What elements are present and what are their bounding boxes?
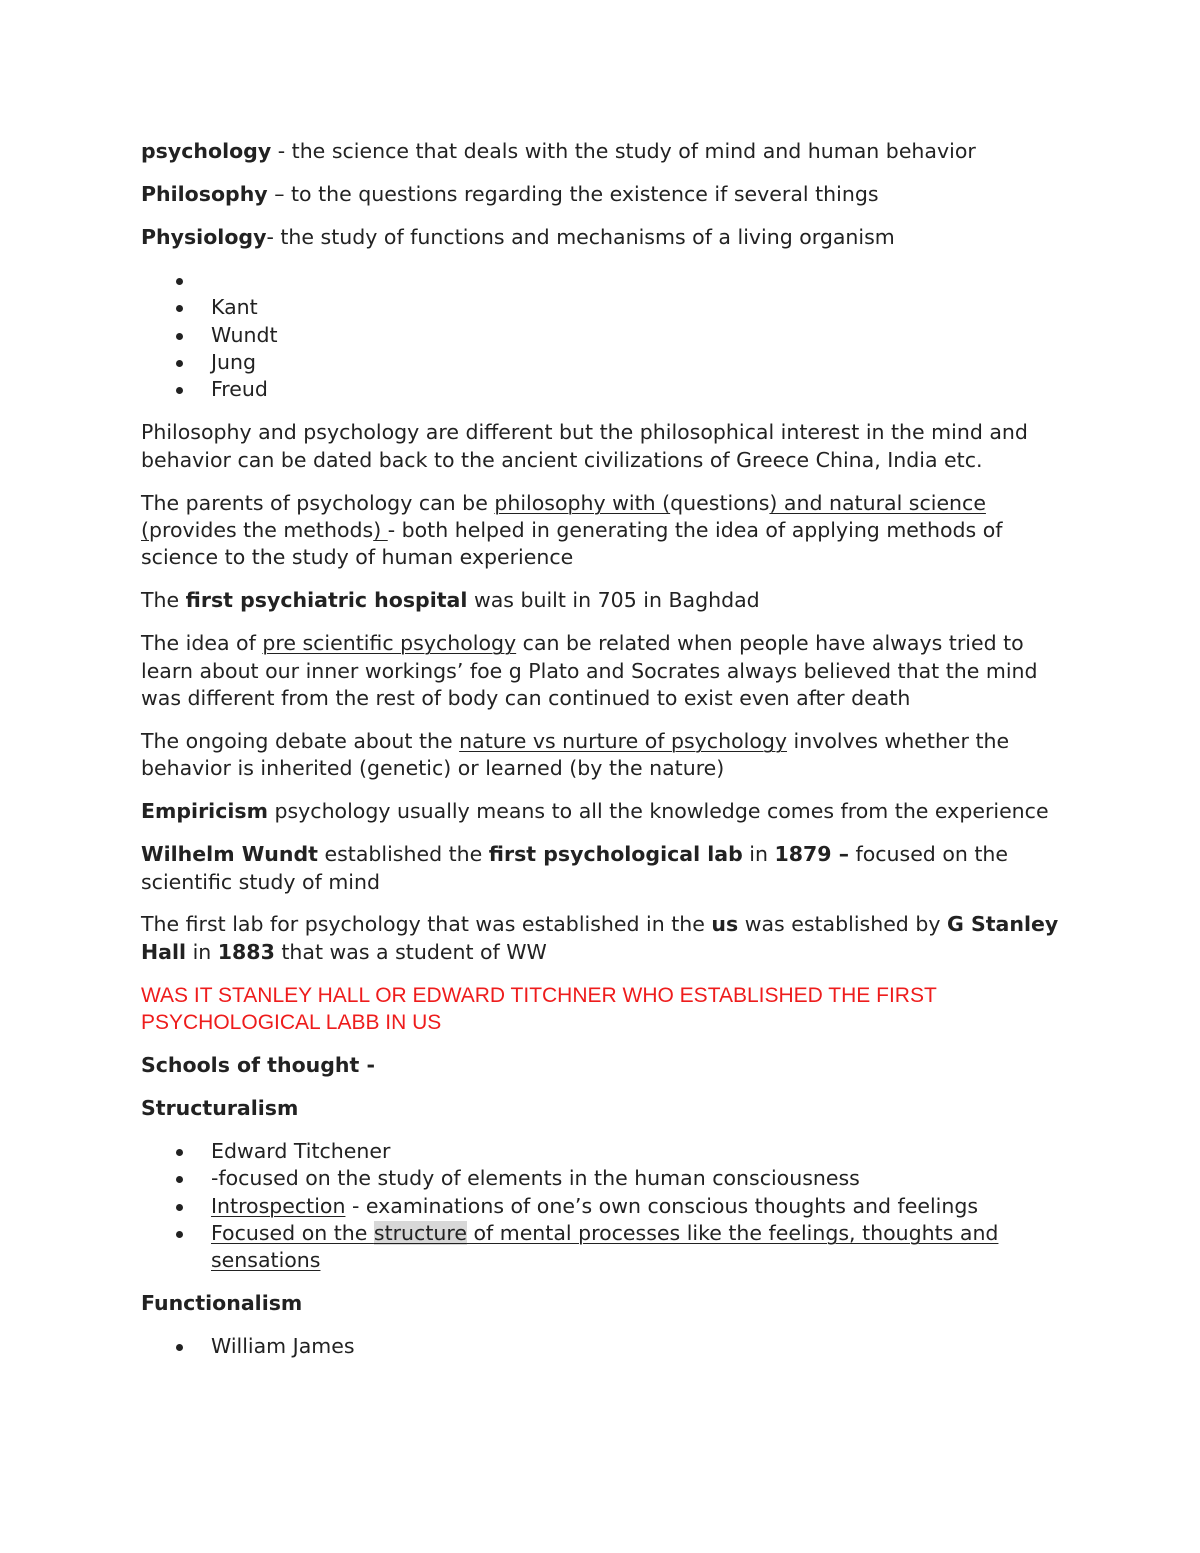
list-item: William James — [141, 1333, 1071, 1360]
definition-physiology — [141, 224, 1071, 251]
text-run: psychology usually means to all the knowledge comes from the experience — [267, 799, 1049, 824]
underlined-text: ) and natural science — [769, 490, 986, 515]
definition-text: the science that deals with the study of mind and human behavior — [291, 139, 976, 163]
bold-text: 1879 – — [774, 842, 849, 867]
list-item: Kant — [141, 294, 1071, 321]
text-run: in — [186, 939, 218, 964]
text-run: established the — [317, 842, 489, 867]
definition-psychology — [141, 138, 1071, 165]
underlined-text: nature vs nurture of psychology — [459, 728, 788, 753]
bold-text: 1883 — [217, 939, 275, 964]
list-item: -focused on the study of elements in the human consciousness — [141, 1165, 1071, 1192]
text-run: can be related when people have always tried to learn about our inner workings’ foe g Plato and Socrates always believed that the mind was different from the rest of body can continued to exist even after death — [141, 631, 1038, 710]
paragraph-hospital — [141, 587, 1071, 614]
text-run: in — [742, 842, 775, 867]
underlined-text: pre scientific psychology — [262, 631, 517, 656]
definition-philosophy — [141, 181, 1071, 208]
definition-text: to the questions regarding the existence if several things — [290, 181, 879, 206]
text-run: was established by — [738, 912, 948, 937]
bold-text: Wilhelm Wundt — [141, 842, 318, 867]
list-item — [141, 267, 1071, 294]
text-run: The idea of — [141, 631, 263, 656]
list-item: Jung — [141, 349, 1071, 376]
paragraph-philosophy-psychology: Philosophy and psychology are different but the philosophical interest in the mind and behavior can be dated back to the ancient civilizations of Greece China, India etc. — [141, 420, 1028, 472]
list-item: Wundt — [141, 322, 1071, 349]
paragraph-wundt — [141, 841, 1071, 896]
list-item: Freud — [141, 376, 1071, 403]
document-page — [141, 138, 1071, 1376]
paragraph-empiricism — [141, 798, 1071, 825]
structuralism-heading: Structuralism — [141, 1095, 299, 1120]
bold-text: first psychological lab — [488, 842, 743, 867]
separator: - — [266, 224, 281, 249]
separator: - — [271, 139, 292, 163]
text-run: Focused on the — [211, 1221, 374, 1246]
list-item — [141, 1220, 1071, 1275]
people-list — [141, 267, 1071, 404]
bold-text: Empiricism — [141, 799, 268, 824]
text-run: - examinations of one’s own conscious thoughts and feelings — [345, 1193, 979, 1218]
term: Physiology — [141, 224, 267, 249]
definition-text: the study of functions and mechanisms of a living organism — [280, 224, 895, 249]
text-run: focused on the scientific study of mind — [141, 842, 1009, 894]
bold-text: G Stanley Hall — [141, 912, 1059, 964]
text-run: provides the methods — [149, 517, 374, 542]
schools-heading: Schools of thought - — [141, 1053, 375, 1078]
underlined-text: Introspection — [211, 1193, 346, 1218]
separator: – — [267, 181, 291, 206]
text-run: The ongoing debate about the — [141, 728, 460, 753]
text-run: questions — [670, 490, 770, 515]
text-run: The first lab for psychology that was established in the — [141, 912, 712, 937]
underlined-text — [211, 1221, 998, 1272]
underlined-text: ( — [141, 517, 149, 542]
underlined-text: philosophy with ( — [494, 490, 671, 515]
text-run: The parents of psychology can be — [141, 490, 495, 515]
highlighted-text: structure — [373, 1221, 467, 1246]
list-item: Edward Titchener — [141, 1138, 1071, 1165]
functionalism-list — [141, 1333, 1071, 1360]
paragraph-nature-nurture — [141, 728, 1071, 783]
paragraph-first-lab-us — [141, 911, 1071, 966]
text-run: - both helped in generating the idea of applying methods of science to the study of human experience — [141, 517, 1003, 570]
paragraph-prescientific — [141, 630, 1071, 712]
functionalism-heading: Functionalism — [141, 1291, 303, 1316]
term: Philosophy — [141, 181, 268, 206]
bold-text: us — [711, 912, 739, 937]
structuralism-list — [141, 1138, 1071, 1275]
text-run: that was a student of WW — [274, 939, 547, 964]
paragraph-parents — [141, 490, 1071, 572]
bold-text: first psychiatric hospital — [185, 588, 468, 613]
text-run: involves whether the behavior is inherited (genetic) or learned (by the nature) — [141, 728, 1010, 781]
text-run: was built in 705 in Baghdad — [467, 588, 760, 613]
term: psychology — [141, 139, 272, 163]
red-question-note: WAS IT STANLEY HALL OR EDWARD TITCHNER WHO ESTABLISHED THE FIRST PSYCHOLOGICAL LABB IN US — [141, 983, 937, 1035]
underlined-text: ) — [373, 517, 388, 542]
text-run: The — [141, 588, 186, 613]
list-item — [141, 1193, 1071, 1220]
text-run: of mental processes like the feelings, thoughts and sensations — [211, 1221, 999, 1273]
